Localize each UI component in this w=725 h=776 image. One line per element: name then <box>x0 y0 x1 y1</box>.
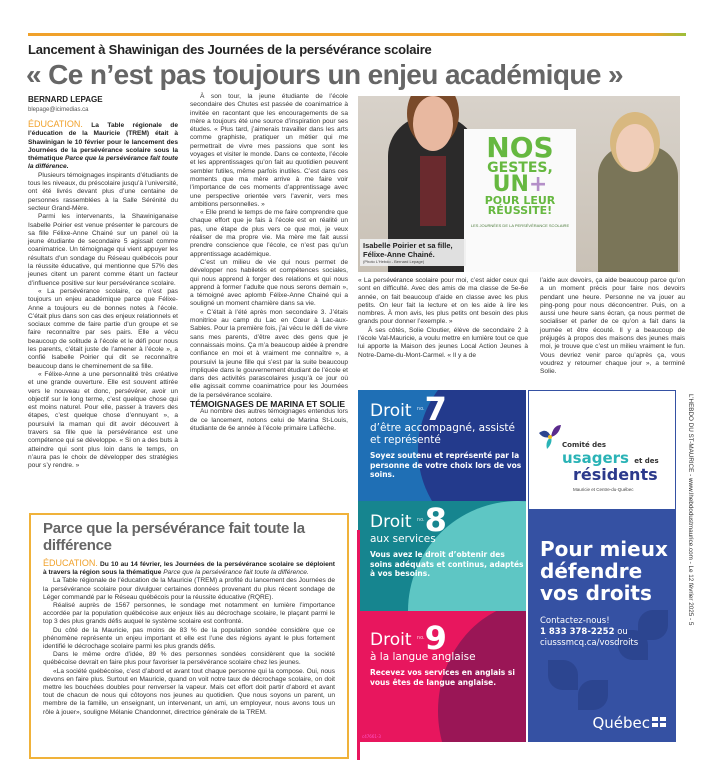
right-title <box>370 390 526 428</box>
article-column-3a <box>358 277 528 360</box>
committee-line: Comité des <box>562 441 607 449</box>
article-photo <box>358 96 680 272</box>
paragraph: « Félixe-Anne a une personnalité très créative et une grande ouverture. Elle est souvent attirée vers le nouveau et donc, persévérer, avoir un objectif sur le long terme, c’est quelque chose qui est moins naturel. Pour elle, passer à travers des étapes, c’est quelque chose d’ennuyant », a poursuivi la maman qui dit avoir découvert à travers sa fille que la persévérance est une compétence qui se développe. « Si on a des buts à atteindre qui sont plus loin dans le temps, on n’aura pas le choix de développer des stratégies pour s’y rendre. » <box>28 370 178 470</box>
page-folio: L’HEBDO DU ST-MAURICE - www.lhebdodustmaurice.com - Le 12 février 2025 - 5 <box>687 394 694 626</box>
right-word: Droit <box>370 401 412 421</box>
caption-text: Isabelle Poirier et sa fille, Félixe-Anne Chainé. <box>363 241 453 259</box>
poster-line: POUR LEUR <box>484 193 556 207</box>
right-description: Vous avez le droit d’obtenir des soins adéquats et continus, adaptés à vos besoins. <box>370 550 524 578</box>
paragraph: La Table régionale de l’éducation de la Mauricie (TREM) a profité du lancement des Journées de la persévérance scolaire pour divulguer certaines données provenant du plus récent sondage de Léger commandé par le Réseau québécois pour la réussite éducative (RQRE). <box>43 577 335 601</box>
section-label: ÉDUCATION. <box>28 119 83 129</box>
article-headline: « Ce n’est pas toujours un enjeu académique » <box>26 59 623 90</box>
paragraph: Dans le même ordre d’idée, 89 % des personnes sondées considèrent que la société québécoise devrait en faire plus pour favoriser la persévérance scolaire chez les jeunes. <box>43 651 335 667</box>
section-label: ÉDUCATION. <box>43 558 98 568</box>
photo-caption <box>360 239 466 266</box>
ad-edge <box>357 530 360 760</box>
poster-word: UN <box>492 171 529 197</box>
contact-url[interactable]: ciusssmcq.ca/vosdroits <box>540 638 639 648</box>
paragraph: « La persévérance scolaire pour moi, c’est aider ceux qui sont en difficulté. Avec des amis de ma classe de 5e-6e année, on fait beaucoup d’aide en classe avec les plus petits. On leur fait la lecture et on les aide à lire les nombres. À mon avis, les plus petits ont besoin des plus grands pour donner l’exemple. » <box>358 277 528 326</box>
sidebar-body <box>43 559 335 717</box>
paragraph: « La persévérance scolaire, ce n’est pas toujours un enjeu académique parce que Félixe-Anne a toujours eu de bonnes notes à l’école. C’était plus dans son cas des enjeux relationnels et sociaux comme de faire partie d’un groupe et se faire reconnaître par ses pairs. Elle a vécu beaucoup de solitude à l’école et le défi pour nous les parents, c’était juste de l’amener à l’école », a confié Isabelle Poirier qui dit se reconnaître beaucoup dans le cheminement de sa fille. <box>28 287 178 370</box>
paragraph: À ses côtés, Solie Cloutier, élève de secondaire 2 à l’école Val-Mauricie, a voulu mettre en lumière tout ce que lui apporte la Maison des jeunes Local Action Jeunes à Notre-Dame-du-Mont-Carmel. « Il y a de <box>358 326 528 359</box>
right-number: 9 <box>424 619 447 657</box>
paragraph: « Elle prend le temps de me faire comprendre que chaque effort que je fais à l’école est en réalité un pas, une étape de plus vers ce que moi, je veux réaliser de ma propre vie. Ma mère me fait aussi prendre conscience que l’école, ce n’est pas qu’un apprentissage académique. <box>190 209 348 258</box>
article-column-3b <box>540 277 685 377</box>
subheading: TÉMOIGNAGES DE MARINA ET SOLIE <box>190 398 346 409</box>
author-email[interactable]: blepage@icimedias.ca <box>28 107 89 113</box>
contact-block <box>528 510 676 742</box>
quebec-flag-icon <box>652 717 666 727</box>
right-9 <box>358 611 526 742</box>
flower-logo-icon <box>537 423 563 449</box>
paragraph: Réalisé auprès de 1567 personnes, le sondage met notamment en lumière l’importance accordée par la population québécoise aux enjeux liés au décrochage scolaire, le plaçant parmi le top 3 des plus grands défis auquel le système scolaire est confronté. <box>43 602 335 626</box>
committee-line: résidents <box>573 465 658 484</box>
poster-line: RÉUSSITE! <box>487 204 553 218</box>
committee-word: usagers <box>562 449 629 467</box>
committee-word: et des <box>634 457 659 465</box>
committee-region: Mauricie et Centre-du-Québec <box>573 487 634 492</box>
right-8 <box>358 501 526 611</box>
poster-logo: LES JOURNÉES DE LA PERSÉVÉRANCE SCOLAIRE <box>470 222 570 228</box>
quebec-logo <box>592 714 666 732</box>
rights-panel <box>358 390 526 742</box>
person-felixe-anne-head <box>616 124 654 172</box>
sidebar-box <box>29 513 349 759</box>
paragraph: Du côté de la Mauricie, pas moins de 83 % de la population sondée considère que ce phénomène représente un enjeu important et elle est l’une des régions ayant le plus fortement identifié le décrochage scolaire parmi les plus grands défis. <box>43 626 335 651</box>
ad-code: c47661-3 <box>362 734 381 739</box>
paragraph: Parmi les intervenants, la Shawiniganaise Isabelle Poirier est venue présenter le parcours de sa fille Félixe-Anne Chainé sur un panel où la jeune étudiante de secondaire 5 agissait comme coanimatrice. Un témoignage qui vient appuyer les résultats d’un sondage du Réseau québécois pour la réussite éducative, qui mentionne que 57% des jeunes citent un parent comme étant un facteur d’influence positive sur leur persévérance scolaire. <box>28 213 178 287</box>
right-number: 7 <box>424 390 447 428</box>
phone-number[interactable]: 1 833 378-2252 <box>540 627 615 637</box>
paragraph: «La société québécoise, c’est d’abord et avant tout chaque personne qui la compose. Oui, nous devons en faire plus. Surtout en Mauricie, quand on voit notre taux de décrochage scolaire, on doit mettre les bouchées doubles pour renverser la vapeur. Mais cet effort doit partir d’abord et avant tout de chacun de nous qui côtoyons nos jeunes au quotidien. Que nous soyons un parent, un membre de la famille, un enseignant, un intervenant, un ami, un employeur, nous avons tous un rôle à jouer», souligne Mélanie Chandonnet, directrice générale de la TREM. <box>43 667 335 716</box>
right-subtitle: à la langue anglaise <box>370 651 476 663</box>
byline: BERNARD LEPAGE <box>28 95 103 104</box>
right-description: Soyez soutenu et représenté par la personne de votre choix lors de vos soins. <box>370 451 522 479</box>
right-description: Recevez vos services en anglais si vous êtes de langue anglaise. <box>370 668 515 687</box>
poster-line: NOS <box>486 131 554 164</box>
right-number: 8 <box>424 501 447 539</box>
plus-icon: + <box>528 171 548 197</box>
contact-phone-line <box>540 627 676 638</box>
contact-info <box>540 616 676 649</box>
poster <box>464 129 576 272</box>
poster-line <box>464 171 576 197</box>
right-no: no. <box>416 406 425 412</box>
lead-paragraph: ÉDUCATION. Du 10 au 14 février, les Journées de la persévérance scolaire se déploient à travers la région sous la thématique Parce que la persévérance fait toute la différence. <box>43 558 335 577</box>
article-kicker: Lancement à Shawinigan des Journées de la persévérance scolaire <box>28 42 432 57</box>
or-text: ou <box>617 627 628 637</box>
right-no: no. <box>416 635 425 641</box>
sidebar-title: Parce que la persévérance fait toute la différence <box>43 520 305 554</box>
top-rule <box>28 33 686 36</box>
ad-slogan: Pour mieux défendre vos droits <box>540 537 668 605</box>
quebec-wordmark: Québec <box>592 714 650 732</box>
decorative-petal <box>578 680 608 710</box>
right-word: Droit <box>370 630 412 650</box>
right-7 <box>358 390 526 501</box>
committee-logo-block <box>528 390 676 510</box>
person-isabelle-shirt <box>420 156 446 226</box>
committee-panel <box>528 390 676 742</box>
right-word: Droit <box>370 512 412 532</box>
paragraph: Au nombre des autres témoignages entendus lors de ce lancement, notons celui de Marina St-Louis, étudiante de 6e année à l’école primaire Laflèche. <box>190 408 348 432</box>
paragraph: Plusieurs témoignages inspirants d’étudiants de tous les niveaux, du préscolaire jusqu’à l’université, ont été livrés devant plus d’une centaine de personnes rassemblées à la Salle Sérénité du secteur Grand-Mère. <box>28 171 178 212</box>
right-subtitle: aux services <box>370 533 436 545</box>
person-isabelle-head <box>413 96 453 151</box>
right-subtitle: d’être accompagné, assisté et représenté <box>370 422 515 446</box>
right-no: no. <box>416 517 425 523</box>
photo-credit: (Photo L’Hebdo - Bernard Lepage) <box>363 259 425 264</box>
decorative-petal <box>548 660 578 690</box>
paragraph: « C’était à l’été après mon secondaire 3. J’étais monitrice au camp du Lac en Cœur à Lac-aux-Sables. Pour la première fois, j’ai vécu le défi de vivre sans mes parents, d’être avec des gens que je connaissais moins. Ça m’a beaucoup aidée à prendre confiance en moi et à vraiment me connaître », a poursuivi la jeune fille qui s’est par la suite beaucoup impliquée dans le gouvernement étudiant de l’école et dans des activités parascolaires jusqu’à ce jour où elle agissait comme coanimatrice pour les Journées de la persévérance scolaire. <box>190 308 348 399</box>
article-column-2 <box>190 93 348 433</box>
article-column-1 <box>28 120 178 470</box>
advertisement[interactable] <box>358 390 676 742</box>
paragraph: À son tour, la jeune étudiante de l’école secondaire des Chutes est passée de coanimatrice à invitée en racontant que les encouragements de sa mère a toujours été une source d’inspiration pour ses études. « Plus tard, j’aimerais travailler dans les arts comme graphiste, pratiquer un métier qui me permettrait de vivre mes passions que sont les voyages et visiter le monde. Dans ce contexte, l’école et les apprentissages qu’on fait au quotidien peuvent sembler futiles, même parfois inutiles. C’est dans ces moments que ma mère arrive à me faire voir l’importance de ces moments d’apprentissage avec une perspective orientée vers l’avenir, vers mes ambitions personnelles. » <box>190 93 348 208</box>
paragraph: l’aide aux devoirs, ça aide beaucoup parce qu’on a un moment précis pour faire nos devoirs pendant une heure. Personne ne va jouer au ping-pong pour nous déconcentrer. Puis, on a aussi une heure sans écran, ça nous permet de socialiser et parler de ce qu’on a fait dans la journée et être écouté. Il y a beaucoup de préjugés à propos des maisons des jeunes mais moi, je trouve que c’est un milieu vraiment le fun. Vous devriez venir parce qu’après ça, vous voudrez y retourner chaque jour », a terminé Solie. <box>540 277 685 376</box>
lead-paragraph: ÉDUCATION. La Table régionale de l’éducation de la Mauricie (TREM) était à Shawinigan le 10 février pour le lancement des Journées de la persévérance scolaire sous la thématique Parce que la persévérance fait toute la différence. <box>28 119 178 171</box>
paragraph: C’est un milieu de vie qui nous permet de développer nos habiletés et compétences sociales, qui nous apprend à forger des relations et qui nous apprend à former l’adulte que nous serons demain », a témoigné avec aplomb Félixe-Anne Chainé qui a souligné un moment charnière dans sa vie. <box>190 258 348 308</box>
poster-line: GESTES, <box>487 159 553 176</box>
contact-label: Contactez-nous! <box>540 616 610 626</box>
